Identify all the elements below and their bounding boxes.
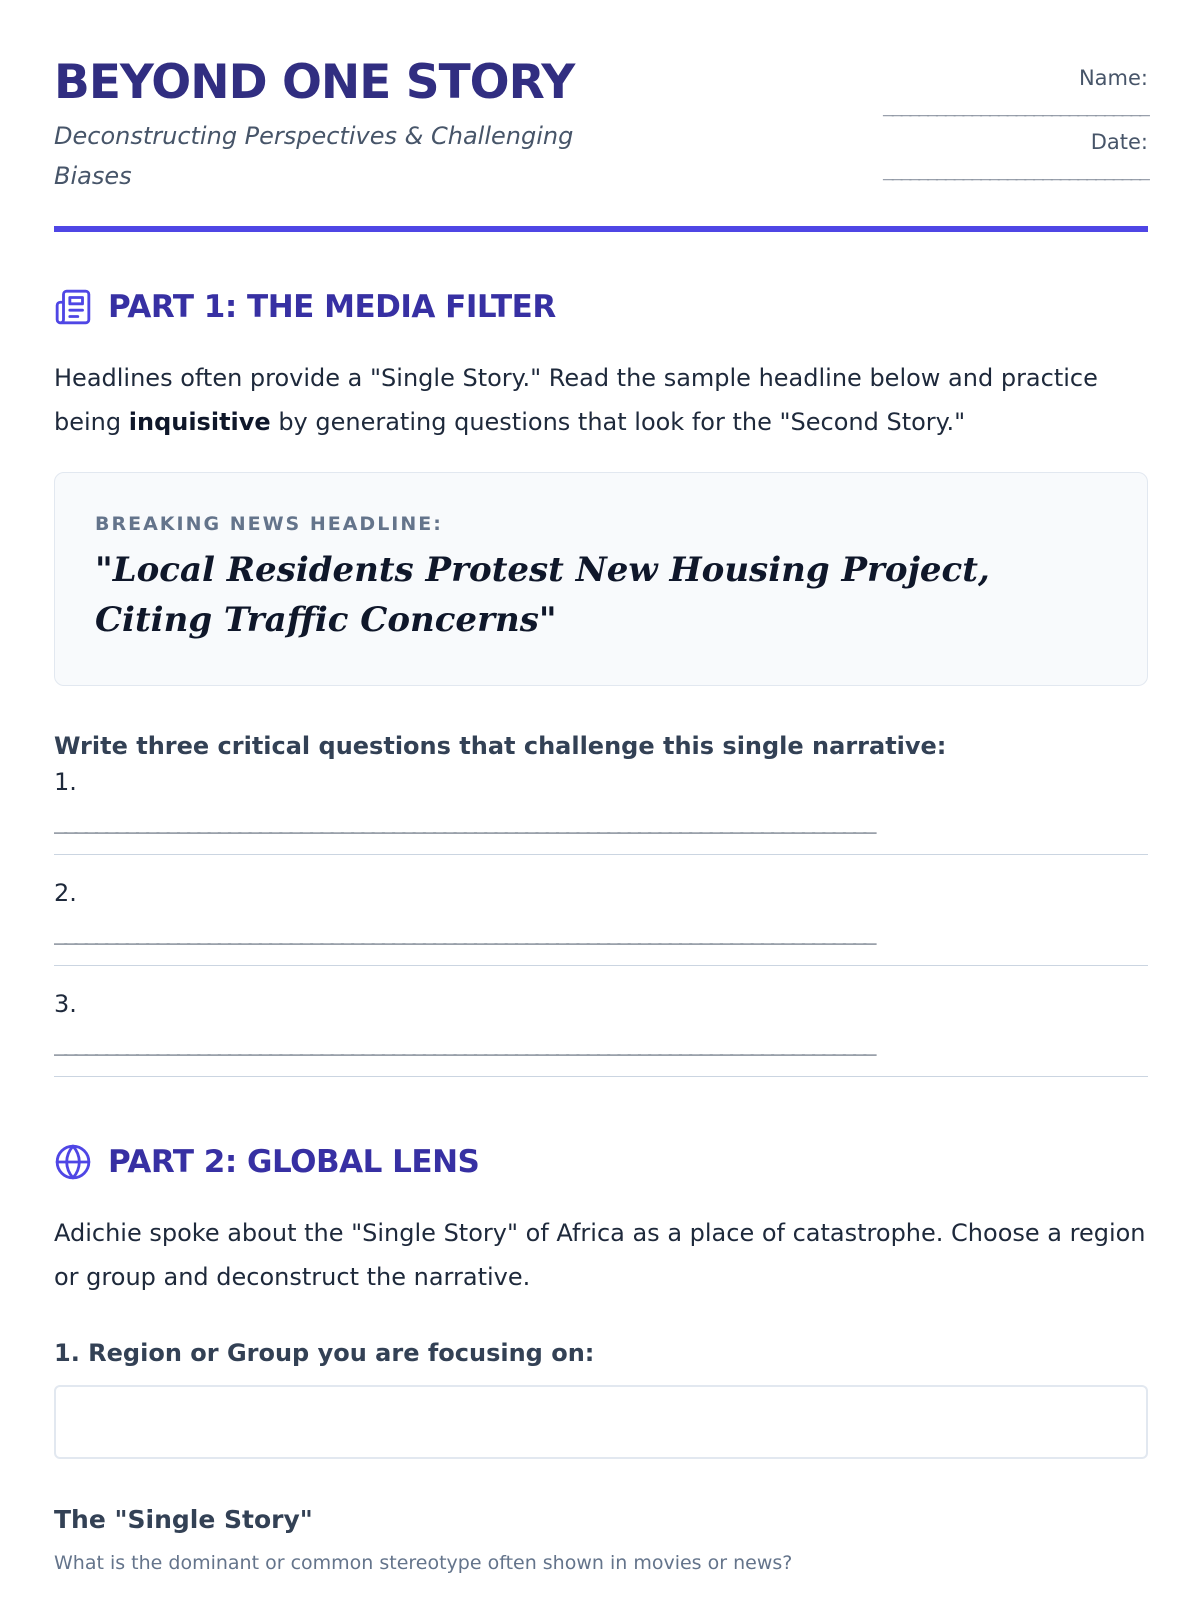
- worksheet-header: [54, 56, 1148, 196]
- answer-number: 3.: [54, 990, 77, 1018]
- single-story-hint: What is the dominant or common stereotype often shown in movies or news?: [54, 1552, 793, 1574]
- part1-intro: [54, 356, 1148, 444]
- name-label: Name:: [1078, 66, 1148, 90]
- part1-intro-text: Headlines often provide a "Single Story." Read the sample headline below and practice being: [54, 364, 1098, 436]
- answer-number: 1.: [54, 768, 77, 796]
- worksheet-title: BEYOND ONE STORY: [54, 55, 575, 110]
- answer-item: [54, 873, 1148, 966]
- part2-title: PART 2: GLOBAL LENS: [108, 1144, 480, 1180]
- date-label: Date:: [1090, 130, 1148, 154]
- region-label: 1. Region or Group you are focusing on:: [54, 1339, 595, 1367]
- answer-number: 2.: [54, 879, 77, 907]
- headline-text: "Local Residents Protest New Housing Project, Citing Traffic Concerns": [95, 550, 990, 640]
- answer-item: [54, 984, 1148, 1077]
- worksheet-page: [54, 0, 1148, 1574]
- header-divider: [54, 226, 1148, 232]
- part1-heading: [54, 288, 1148, 326]
- worksheet-subtitle: Deconstructing Perspectives & Challenging Biases: [54, 122, 574, 190]
- part2-intro: Adichie spoke about the "Single Story" of Africa as a place of catastrophe. Choose a region or group and deconstruct the narrative.: [54, 1219, 1146, 1291]
- answer-line[interactable]: ________________________________________________________________________________: [54, 920, 874, 945]
- answer-line[interactable]: ________________________________________________________________________________: [54, 1031, 874, 1056]
- headline-label: BREAKING NEWS HEADLINE:: [95, 513, 443, 535]
- part1-intro-bold: inquisitive: [128, 408, 271, 436]
- part1-intro-text-end: by generating questions that look for the "Second Story.": [270, 408, 966, 436]
- questions-prompt: Write three critical questions that challenge this single narrative:: [54, 732, 947, 760]
- region-input[interactable]: [54, 1385, 1148, 1459]
- part1-title: PART 1: THE MEDIA FILTER: [108, 289, 556, 325]
- globe-icon: [54, 1143, 92, 1181]
- title-block: [54, 56, 654, 196]
- part2-heading: [54, 1143, 1148, 1181]
- answer-item: [54, 762, 1148, 855]
- student-info: [883, 56, 1148, 186]
- answer-line[interactable]: ________________________________________________________________________________: [54, 809, 874, 834]
- name-field-line[interactable]: ______________________________: [882, 96, 1148, 117]
- headline-card: [54, 472, 1148, 686]
- single-story-heading: The "Single Story": [54, 1505, 313, 1534]
- newspaper-icon: [54, 288, 92, 326]
- answer-list: [54, 762, 1148, 1077]
- date-field-line[interactable]: ______________________________: [882, 160, 1148, 181]
